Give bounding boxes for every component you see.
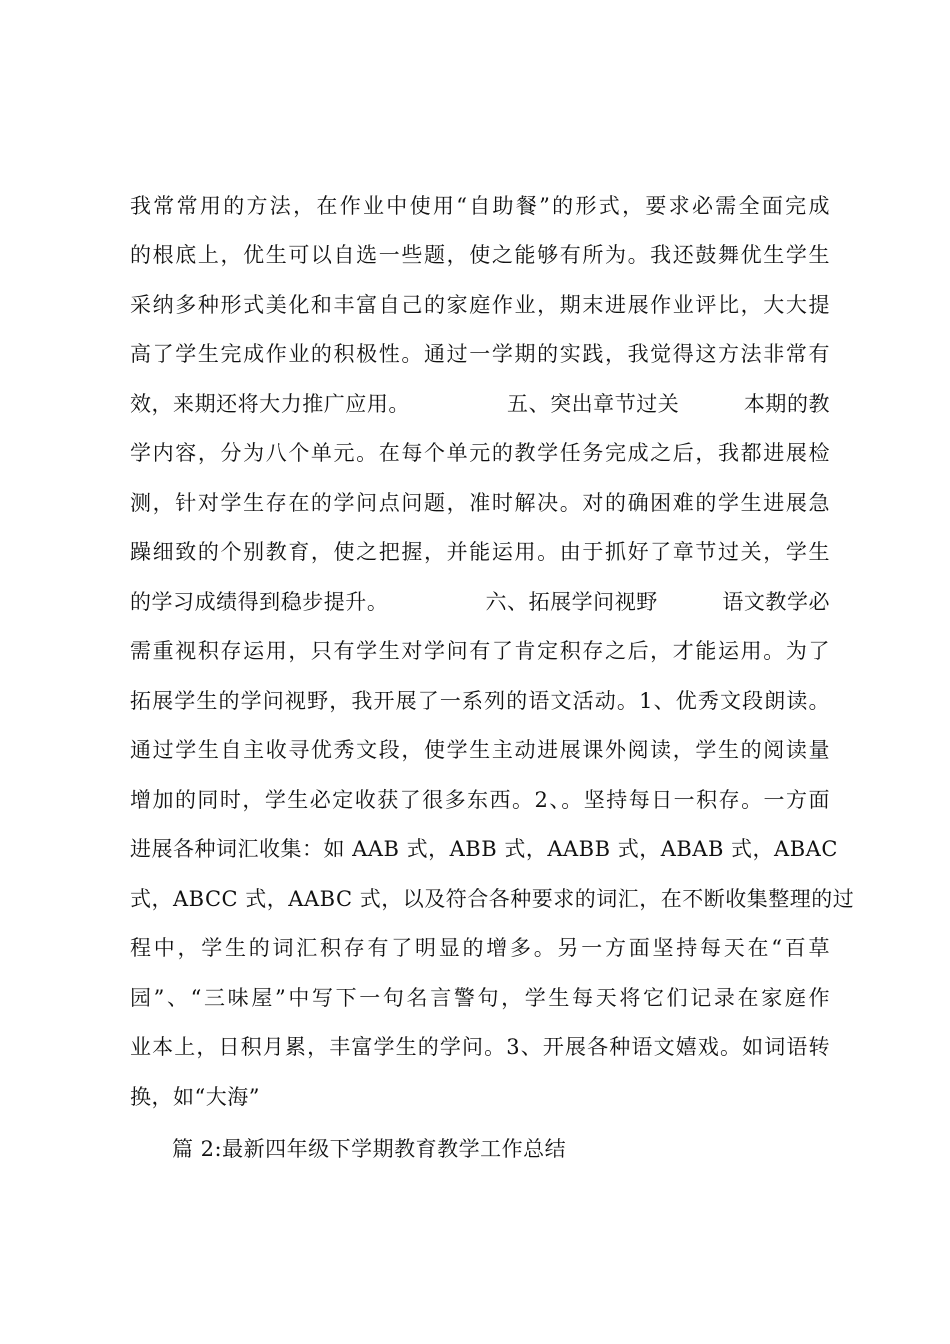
body-text-line: 式，ABCC 式，AABC 式，以及符合各种要求的词汇，在不断收集整理的过 bbox=[130, 887, 855, 911]
body-text-line: 测，针对学生存在的学问点问题，准时解决。对的确困难的学生进展急 bbox=[130, 491, 830, 515]
body-text-line: 学内容，分为八个单元。在每个单元的教学任务完成之后，我都进展检 bbox=[130, 441, 830, 465]
body-text-line: 高了学生完成作业的积极性。通过一学期的实践，我觉得这方法非常有 bbox=[130, 342, 830, 366]
body-text-line: 业本上，日积月累，丰富学生的学问。3、开展各种语文嬉戏。如词语转 bbox=[130, 1035, 830, 1059]
body-text-line: 进展各种词汇收集：如 AAB 式，ABB 式，AABB 式，ABAB 式，ABAC bbox=[130, 837, 838, 861]
body-text-line: 的根底上，优生可以自选一些题，使之能够有所为。我还鼓舞优生学生 bbox=[130, 243, 830, 267]
body-text-line: 换，如“大海” bbox=[130, 1085, 260, 1109]
body-text-line: 需重视积存运用，只有学生对学问有了肯定积存之后，才能运用。为了 bbox=[130, 639, 830, 663]
body-text-line: 效，来期还将大力推广应用。 五、突出章节过关 本期的教 bbox=[130, 392, 830, 416]
body-text-line: 增加的同时，学生必定收获了很多东西。2、。坚持每日一积存。一方面 bbox=[130, 788, 830, 812]
body-text-line: 采纳多种形式美化和丰富自己的家庭作业，期末进展作业评比，大大提 bbox=[130, 293, 830, 317]
body-text-line: 通过学生自主收寻优秀文段，使学生主动进展课外阅读，学生的阅读量 bbox=[130, 738, 830, 762]
body-text-line: 躁细致的个别教育，使之把握，并能运用。由于抓好了章节过关，学生 bbox=[130, 540, 830, 564]
body-text-line: 的学习成绩得到稳步提升。 六、拓展学问视野 语文教学必 bbox=[130, 590, 830, 614]
body-text-line: 拓展学生的学问视野，我开展了一系列的语文活动。1、优秀文段朗读。 bbox=[130, 689, 830, 713]
section-heading: 篇 2:最新四年级下学期教育教学工作总结 bbox=[172, 1137, 567, 1161]
body-text-line: 我常常用的方法，在作业中使用“自助餐”的形式，要求必需全面完成 bbox=[130, 194, 830, 218]
body-text-line: 程中，学生的词汇积存有了明显的增多。另一方面坚持每天在“百草 bbox=[130, 936, 830, 960]
body-text-line: 园”、“三味屋”中写下一句名言警句，学生每天将它们记录在家庭作 bbox=[130, 986, 830, 1010]
